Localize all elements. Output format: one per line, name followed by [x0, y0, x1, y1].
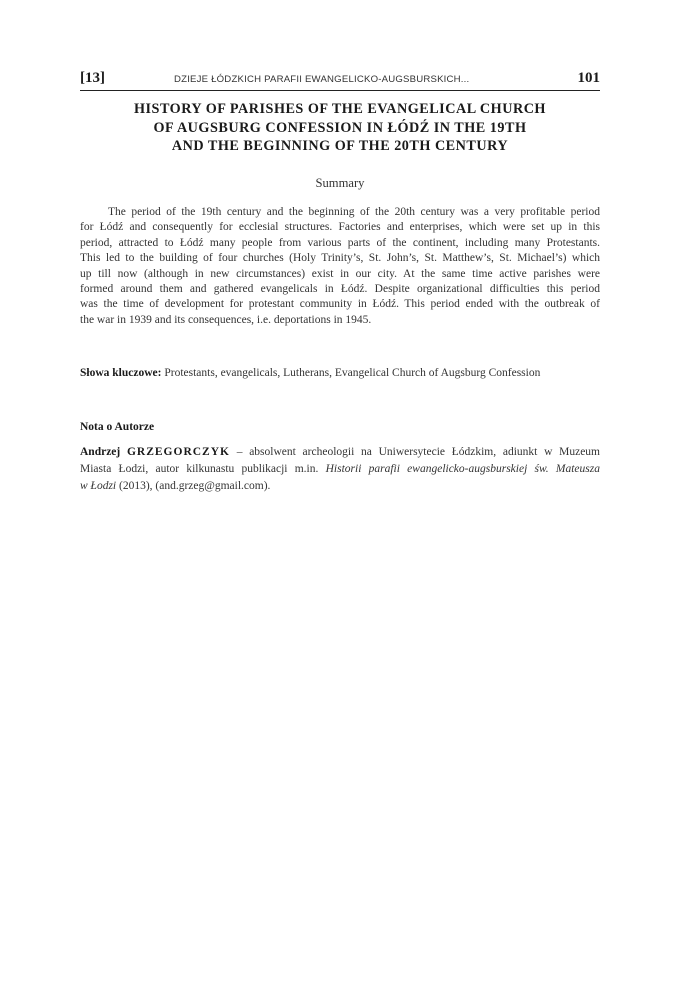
- summary-line: up till now (although in new circumstances) exist in our city. At the same time active parishes were: [80, 267, 600, 280]
- summary-text: [80, 205, 600, 328]
- author-bio: [80, 444, 600, 495]
- bio-line: [80, 461, 600, 478]
- summary-line: formed around them and gathered evangelicals in Łódź. Despite organizational difficulties this period: [80, 283, 600, 296]
- summary-line: for Łódź and consequently for ecclesial structures. Factories and enterprises, which were set up in this: [80, 221, 600, 234]
- running-title: DZIEJE ŁÓDZKICH PARAFII EWANGELICKO-AUGSBURSKICH...: [174, 74, 470, 85]
- summary-line: the war in 1939 and its consequences, i.e. deportations in 1945.: [80, 313, 372, 326]
- bio-text: Miasta Łodzi, autor kilkunastu publikacji m.in.: [80, 463, 326, 475]
- summary-heading: Summary: [315, 176, 365, 190]
- author-note-heading: Nota o Autorze: [80, 421, 155, 433]
- bio-text: – absolwent archeologii na Uniwersytecie Łódzkim, adiunkt w Muzeum: [229, 446, 600, 458]
- summary-line: The period of the 19th century and the beginning of the 20th century was a very profitable period: [108, 206, 600, 218]
- keywords-text: Protestants, evangelicals, Lutherans, Evangelical Church of Augsburg Confession: [161, 367, 541, 379]
- summary-line: was the time of development for protestant community in Łódź. This period ended with the outbreak of: [80, 298, 600, 311]
- title-line: HISTORY OF PARISHES OF THE EVANGELICAL CHURCH: [134, 101, 546, 117]
- title-line: AND THE BEGINNING OF THE 20TH CENTURY: [171, 138, 509, 154]
- bio-text: (2013), (and.grzeg@gmail.com).: [116, 480, 271, 492]
- keywords: [80, 367, 600, 379]
- bio-line: [80, 444, 600, 461]
- article-title: [80, 100, 600, 156]
- page-number: 101: [577, 70, 600, 86]
- publication-title: Historii parafii ewangelicko-augsburskiej św. Mateusza: [325, 463, 600, 475]
- keywords-label: Słowa kluczowe:: [80, 367, 162, 379]
- summary-line: period, attracted to Łódź many people from various parts of the continent, including many Protestants.: [80, 236, 600, 249]
- running-head: [80, 68, 600, 91]
- author-surname: GRZEGORCZYK: [126, 446, 230, 458]
- author-first-name: Andrzej: [80, 446, 127, 458]
- title-line: OF AUGSBURG CONFESSION IN ŁÓDŹ IN THE 19TH: [153, 119, 527, 136]
- section-number: [13]: [80, 70, 105, 86]
- bio-line: [80, 478, 600, 495]
- publication-title-end: w Łodzi: [80, 480, 117, 492]
- summary-line: This led to the building of four churches (Holy Trinity’s, St. John’s, St. Matthew’s, St. Michael’s) which: [80, 252, 600, 265]
